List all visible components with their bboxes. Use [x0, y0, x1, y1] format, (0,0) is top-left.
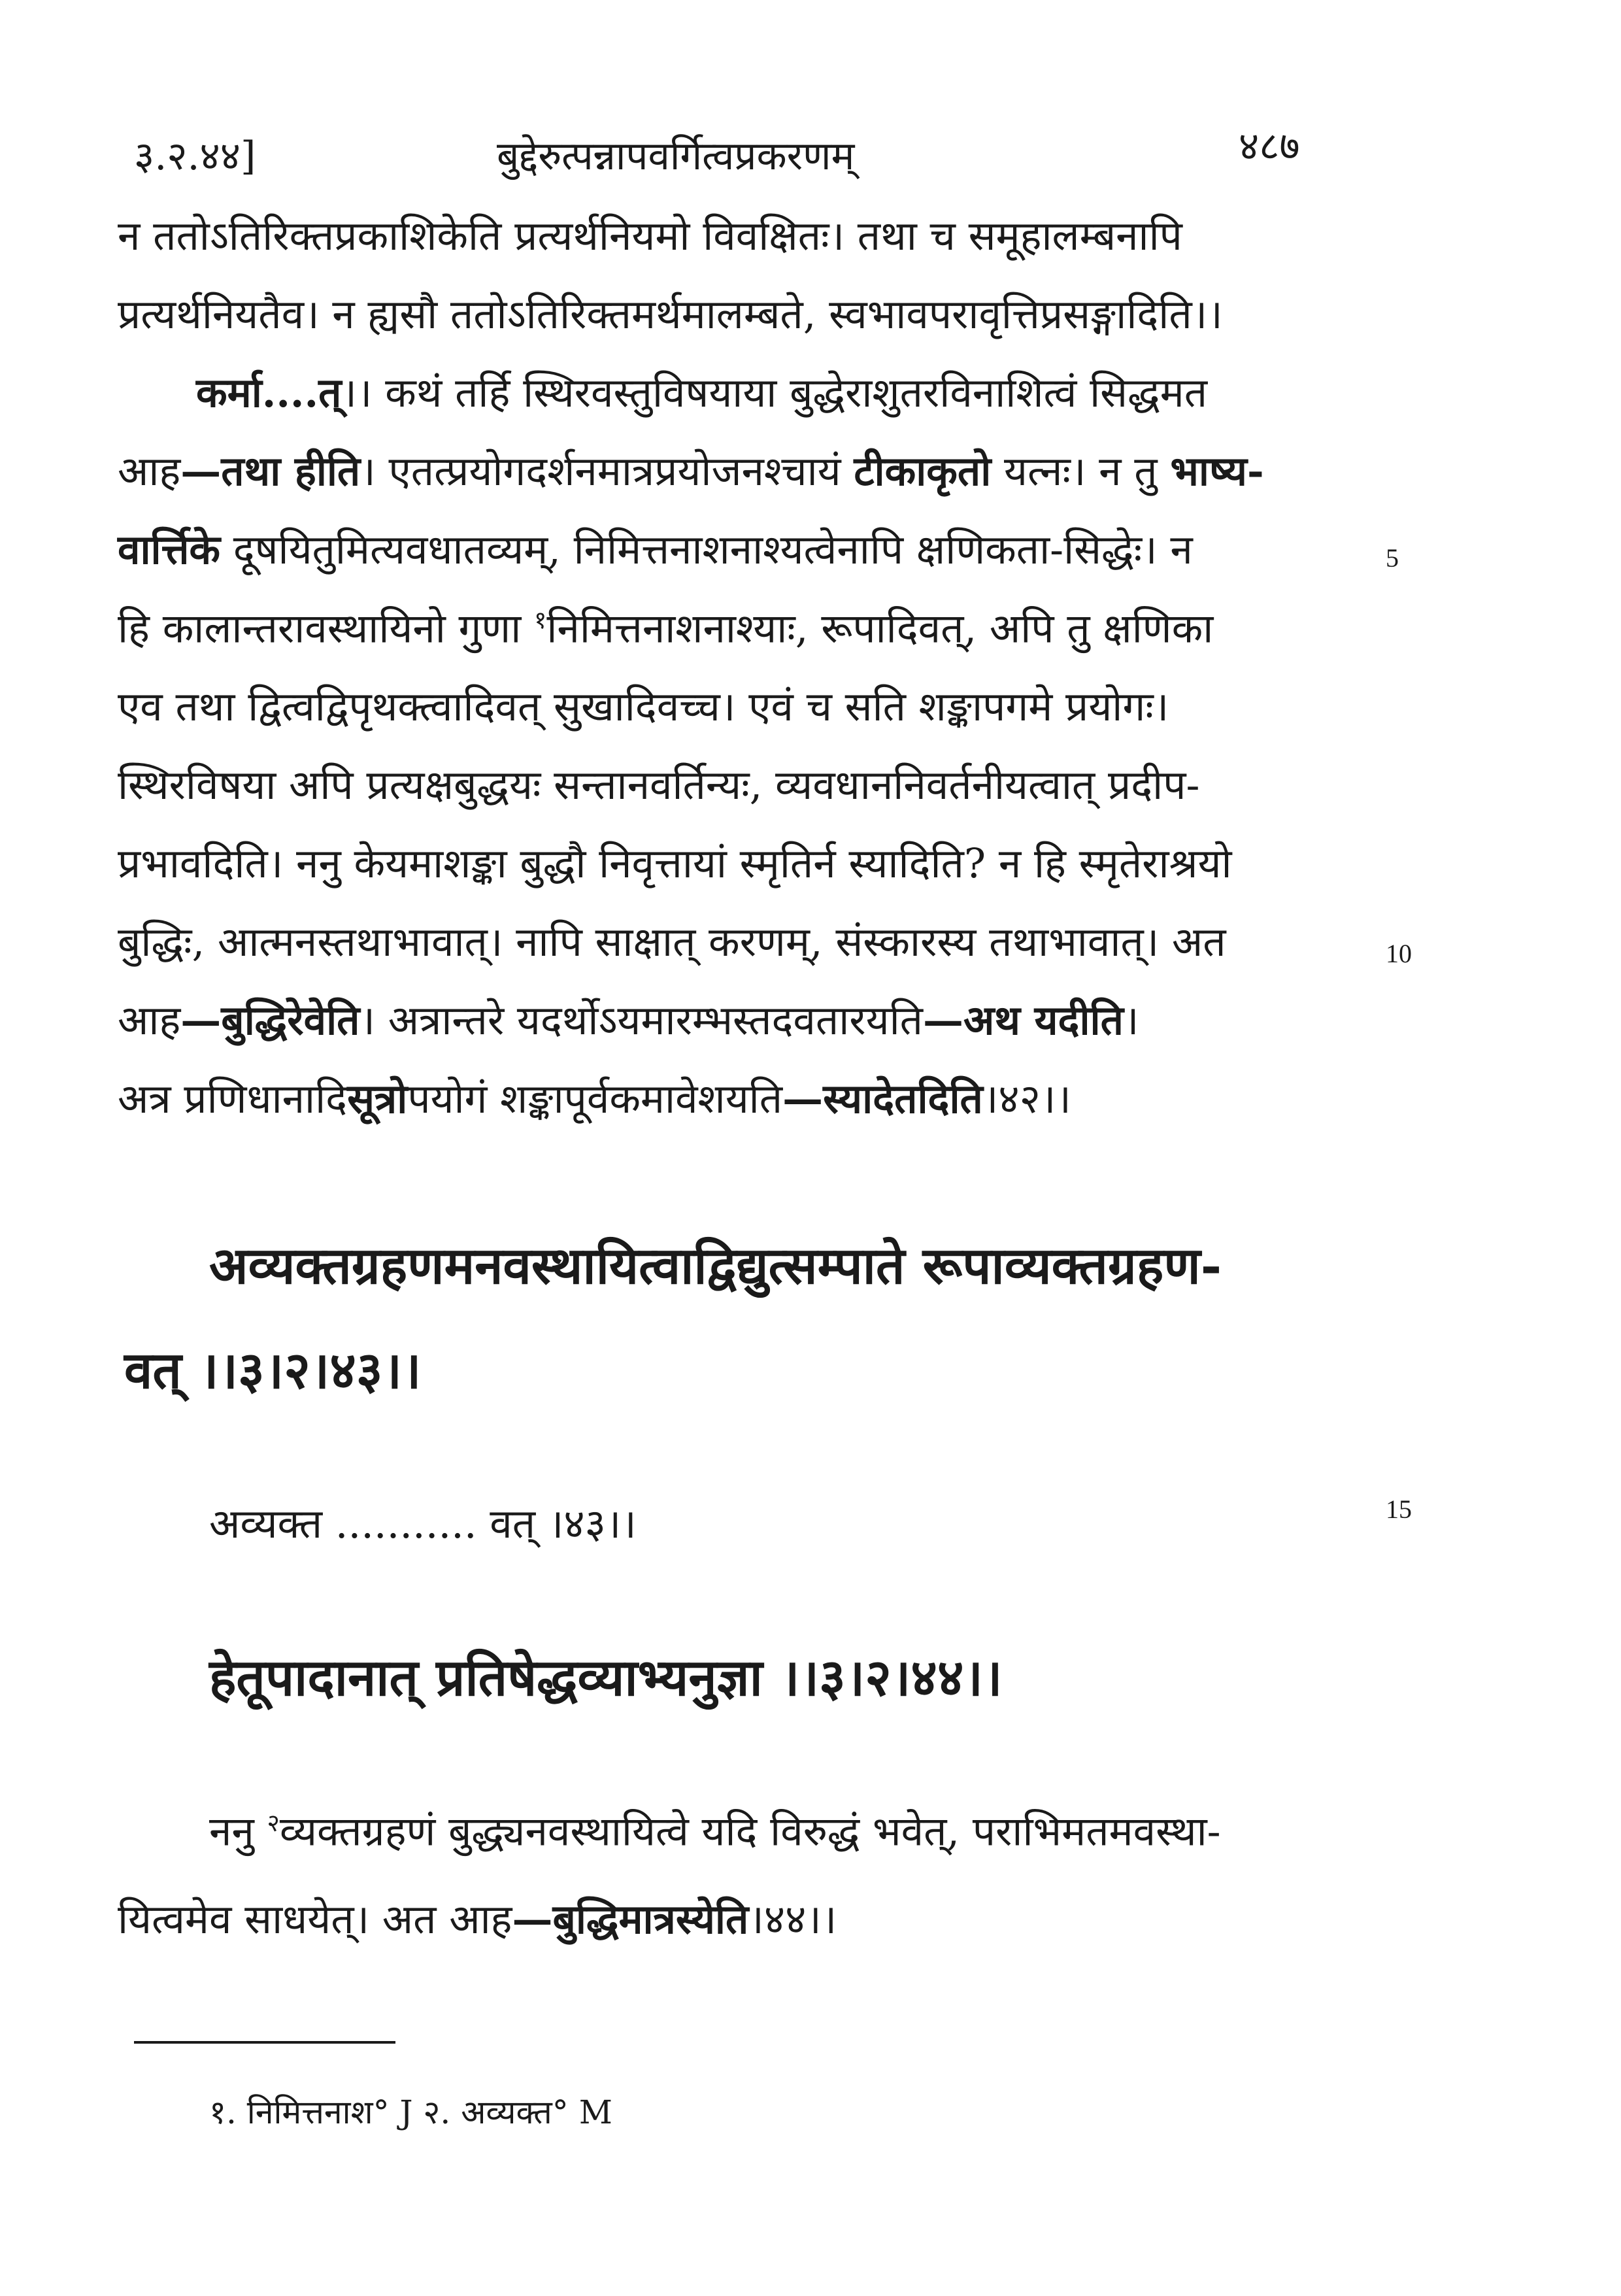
text-segment: । एतत्प्रयोगदर्शनमात्रप्रयोजनश्चायं	[360, 447, 854, 495]
text-segment: आह	[118, 996, 181, 1044]
header-title: बुद्देरुत्पन्नापवर्गित्वप्रकरणम्	[497, 133, 855, 179]
text-segment: ।४४।।	[748, 1895, 837, 1943]
line-number-15: 15	[1386, 1494, 1412, 1524]
text-line	[118, 839, 1232, 887]
commentary-43: अव्यक्त ........... वत् ।४३।।	[209, 1500, 637, 1547]
text-segment: ।	[1123, 996, 1139, 1044]
bold-segment: टीकाकृतो	[854, 447, 992, 495]
text-segment: प्रत्यर्थनियतैव। न ह्यसौ ततोऽतिरिक्तमर्थमालम्बते, स्वभावपरावृत्तिप्रसङ्गादिति।।	[118, 290, 1223, 338]
bold-segment: —अथ यदीति	[923, 996, 1124, 1044]
sutra-43-line-2: वत् ।।३।२।४३।।	[124, 1341, 422, 1400]
footnotes: १. निमित्तनाश° J २. अव्यक्त° M	[209, 2093, 612, 2131]
text-segment: । अत्रान्तरे यदर्थोऽयमारम्भस्तदवतारयति	[359, 996, 924, 1044]
text-segment: अत्र प्रणिधानादि	[118, 1075, 348, 1123]
text-segment: यित्वमेव साधयेत्। अत आह	[118, 1895, 512, 1943]
text-segment: यत्नः। न तु	[991, 447, 1171, 495]
text-segment: ननु	[209, 1807, 267, 1855]
text-line	[118, 996, 1139, 1044]
text-segment: दूषयितुमित्यवधातव्यम्, निमित्तनाशनाश्यत्वेनापि क्षणिकता-सिद्धेः। न	[220, 526, 1193, 573]
text-segment: न ततोऽतिरिक्तप्रकाशिकेति प्रत्यर्थनियमो विवक्षितः। तथा च समूहालम्बनापि	[118, 212, 1182, 260]
text-segment: एव तथा द्वित्वद्विपृथक्त्वादिवत् सुखादिवच्च। एवं च सति शङ्कापगमे प्रयोगः।	[118, 683, 1169, 730]
line-number-5: 5	[1386, 543, 1399, 573]
bold-segment: सूत्रो	[347, 1075, 408, 1123]
text-line	[118, 604, 1214, 652]
footnote-marker: २	[267, 1808, 280, 1837]
text-segment: बुद्धिः, आत्मनस्तथाभावात्। नापि साक्षात् करणम्, संस्कारस्य तथाभावात्। अत	[118, 918, 1226, 966]
page-number: ४८७	[1239, 124, 1300, 169]
text-segment: प्रभावदिति। ननु केयमाशङ्का बुद्धौ निवृत्तायां स्मृतिर्न स्यादिति? न हि स्मृतेराश्रयो	[118, 839, 1232, 887]
text-line	[196, 369, 1208, 416]
text-line	[118, 918, 1226, 966]
header-left: ३.२.४४]	[134, 133, 256, 179]
text-line	[118, 212, 1182, 260]
text-line	[118, 526, 1193, 573]
bold-segment: कर्मा....त्	[196, 369, 342, 416]
line-number-10: 10	[1386, 939, 1412, 968]
sutra-44: हेतूपादानात् प्रतिषेद्धव्याभ्यनुज्ञा ।।३।२।४४।।	[209, 1648, 1003, 1708]
footnote-marker: १	[534, 605, 547, 634]
text-line	[118, 1895, 837, 1943]
bold-segment: भाष्य-	[1170, 447, 1264, 495]
text-line	[118, 683, 1169, 730]
text-line	[118, 447, 1264, 495]
sutra-43-line-1: अव्यक्तग्रहणमनवस्थायित्वाद्विद्युत्सम्पाते रूपाव्यक्तग्रहण-	[209, 1236, 1222, 1296]
bold-segment: —बुद्धिमात्रस्येति	[512, 1895, 749, 1943]
text-segment: निमित्तनाशनाश्याः, रूपादिवत्, अपि तु क्षणिका	[546, 604, 1214, 652]
footnote-rule	[134, 2041, 395, 2044]
bold-segment: वार्त्तिके	[118, 526, 221, 573]
text-line	[118, 290, 1223, 338]
text-line	[118, 1075, 1071, 1123]
text-segment: व्यक्तग्रहणं बुद्ध्यनवस्थायित्वे यदि विरुद्धं भवेत्, पराभिमतमवस्था-	[279, 1807, 1221, 1855]
text-segment: हि कालान्तरावस्थायिनो गुणा	[118, 604, 535, 652]
text-line	[209, 1807, 1221, 1855]
text-segment: ।। कथं तर्हि स्थिरवस्तुविषयाया बुद्धेराशुतरविनाशित्वं सिद्धमत	[341, 369, 1208, 416]
bold-segment: —स्यादेतदिति	[782, 1075, 983, 1123]
text-segment: स्थिरविषया अपि प्रत्यक्षबुद्धयः सन्तानवर्तिन्यः, व्यवधाननिवर्तनीयत्वात् प्रदीप-	[118, 761, 1200, 809]
bold-segment: —बुद्धिरेवेति	[180, 996, 360, 1044]
text-line	[118, 761, 1200, 809]
text-segment: पयोगं शङ्कापूर्वकमावेशयति	[407, 1075, 783, 1123]
bold-segment: —तथा हीति	[180, 447, 361, 495]
text-segment: आह	[118, 447, 181, 495]
text-segment: ।४२।।	[982, 1075, 1071, 1123]
